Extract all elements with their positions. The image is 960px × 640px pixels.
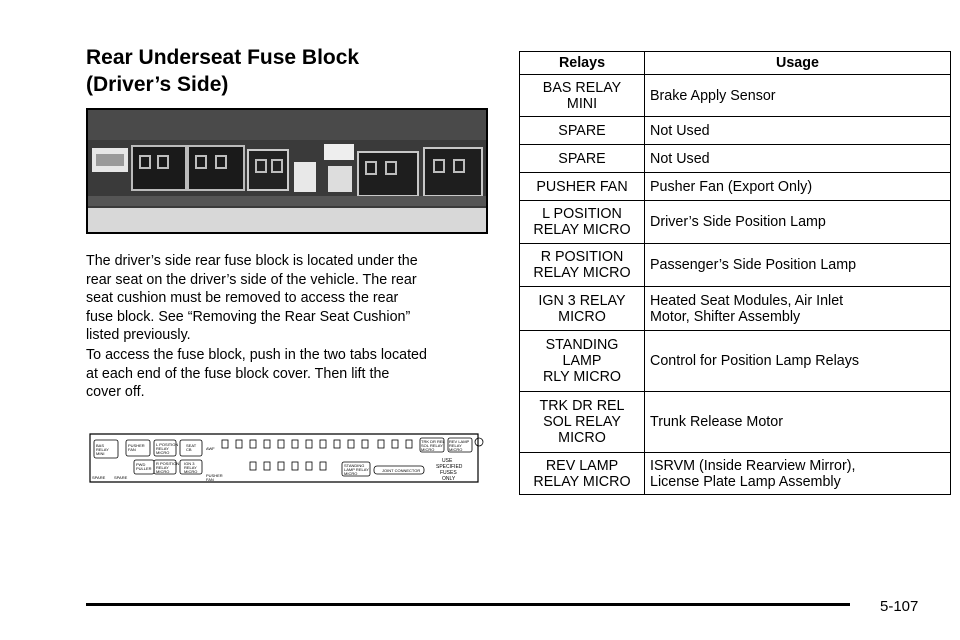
heading-line-1: Rear Underseat Fuse Block	[86, 46, 360, 69]
usage-line: Heated Seat Modules, Air Inlet	[650, 292, 844, 309]
svg-text:STANDING: STANDING	[344, 463, 365, 468]
svg-text:SPARE: SPARE	[114, 475, 128, 480]
usage-cell: Trunk Release Motor	[645, 392, 951, 453]
relays-table	[519, 51, 951, 495]
svg-text:RELAY: RELAY	[449, 443, 462, 448]
relay-line: IGN 3 RELAY	[538, 292, 626, 309]
table-row	[520, 331, 951, 392]
usage-cell: Control for Position Lamp Relays	[645, 331, 951, 392]
usage-cell	[645, 453, 951, 495]
relay-cell	[520, 392, 645, 453]
heading-line-2: (Driver’s Side)	[86, 73, 229, 96]
svg-text:FAN: FAN	[128, 447, 136, 452]
usage-cell	[645, 287, 951, 331]
paragraph-line: To access the fuse block, push in the two tabs located	[86, 347, 427, 363]
relay-line: LAMP	[562, 353, 602, 369]
column-header-usage: Usage	[645, 52, 951, 75]
svg-text:MICRO: MICRO	[449, 447, 463, 452]
svg-text:R POSITION: R POSITION	[156, 461, 180, 466]
svg-text:FUSES: FUSES	[440, 470, 457, 476]
svg-text:RELAY: RELAY	[184, 465, 197, 470]
relay-line: STANDING	[545, 337, 619, 353]
svg-text:MICRO: MICRO	[156, 450, 170, 455]
svg-text:RELAY: RELAY	[156, 446, 169, 451]
paragraph-line: listed previously.	[86, 327, 191, 344]
svg-text:RELAY: RELAY	[156, 465, 169, 470]
fuse-block-photo	[86, 108, 488, 234]
svg-text:SPECIFIED: SPECIFIED	[436, 464, 463, 470]
relay-line: BAS RELAY	[542, 79, 622, 96]
svg-text:PULLER: PULLER	[136, 466, 152, 471]
relay-line: RELAY MICRO	[533, 473, 631, 490]
table-row	[520, 287, 951, 331]
relay-line: RLY MICRO	[542, 369, 622, 385]
relay-line: RELAY MICRO	[533, 222, 631, 238]
svg-text:CB: CB	[186, 447, 192, 452]
relay-cell	[520, 287, 645, 331]
svg-text:L POSITION: L POSITION	[156, 442, 179, 447]
table-row	[520, 117, 951, 145]
usage-cell: Not Used	[645, 117, 951, 145]
svg-text:PUSHER: PUSHER	[206, 473, 223, 478]
table-row	[520, 75, 951, 117]
table-row	[520, 453, 951, 495]
paragraph-line: rear seat on the driver’s side of the vehicle. The rear	[86, 271, 417, 288]
usage-cell: Pusher Fan (Export Only)	[645, 173, 951, 201]
svg-text:ONLY: ONLY	[442, 476, 456, 482]
usage-cell: Brake Apply Sensor	[645, 75, 951, 117]
paragraph-line: cover off.	[86, 384, 145, 401]
svg-text:USE: USE	[442, 458, 453, 464]
paragraph-line: seat cushion must be removed to access the rear	[86, 290, 399, 307]
relay-cell	[520, 75, 645, 117]
svg-text:SEAT: SEAT	[186, 443, 197, 448]
svg-text:SOL RELAY: SOL RELAY	[421, 443, 443, 448]
svg-text:AWF: AWF	[206, 446, 215, 451]
usage-line: Motor, Shifter Assembly	[650, 308, 801, 325]
usage-cell: Not Used	[645, 145, 951, 173]
relay-line: MICRO	[558, 308, 606, 325]
column-header-relays: Relays	[520, 52, 645, 75]
relay-cell: SPARE	[520, 145, 645, 173]
svg-text:FAN: FAN	[206, 477, 214, 482]
table-row	[520, 201, 951, 244]
svg-text:MICRO: MICRO	[156, 469, 170, 474]
usage-line: License Plate Lamp Assembly	[650, 473, 841, 490]
svg-text:MICRO: MICRO	[344, 471, 358, 476]
fuse-block-diagram	[88, 428, 488, 492]
svg-text:LAMP RELAY: LAMP RELAY	[344, 467, 369, 472]
usage-line: ISRVM (Inside Rearview Mirror),	[650, 457, 856, 474]
relay-cell: SPARE	[520, 117, 645, 145]
svg-text:MICRO: MICRO	[184, 469, 198, 474]
svg-text:SPARE: SPARE	[92, 475, 106, 480]
relay-cell	[520, 453, 645, 495]
svg-text:REV LAMP: REV LAMP	[449, 439, 470, 444]
svg-text:MICRO: MICRO	[421, 447, 435, 452]
relay-line: MICRO	[558, 430, 606, 446]
relay-line: R POSITION	[540, 249, 624, 265]
relay-cell	[520, 331, 645, 392]
table-row	[520, 173, 951, 201]
svg-text:RELAY: RELAY	[96, 447, 109, 452]
paragraph-location	[86, 252, 496, 345]
usage-cell: Passenger’s Side Position Lamp	[645, 244, 951, 287]
relay-line: RELAY MICRO	[533, 265, 631, 281]
table-header-row	[520, 52, 951, 75]
relay-line: MINI	[566, 95, 598, 112]
usage-cell: Driver’s Side Position Lamp	[645, 201, 951, 244]
svg-text:PUSHER: PUSHER	[128, 443, 145, 448]
relay-cell	[520, 244, 645, 287]
svg-text:PWD: PWD	[136, 462, 146, 467]
table-row	[520, 392, 951, 453]
svg-text:IGN 3: IGN 3	[184, 461, 195, 466]
paragraph-access	[86, 346, 496, 402]
table-row	[520, 145, 951, 173]
section-heading	[86, 44, 359, 98]
paragraph-line: fuse block. See “Removing the Rear Seat Cushion”	[86, 308, 411, 325]
relay-line: TRK DR REL	[539, 398, 625, 414]
svg-text:BAS: BAS	[96, 443, 105, 448]
relay-cell: PUSHER FAN	[520, 173, 645, 201]
relay-line: L POSITION	[542, 206, 622, 222]
page-number: 5-107	[880, 598, 919, 615]
relay-line: SOL RELAY	[543, 414, 621, 430]
svg-text:MINI: MINI	[96, 451, 105, 456]
relay-cell	[520, 201, 645, 244]
footer-rule	[86, 603, 850, 606]
table-row	[520, 244, 951, 287]
paragraph-line: The driver’s side rear fuse block is located under the	[86, 253, 418, 269]
paragraph-line: at each end of the fuse block cover. Then lift the	[86, 365, 390, 382]
svg-text:TRK DR REL: TRK DR REL	[421, 439, 445, 444]
svg-text:JOINT CONNECTOR: JOINT CONNECTOR	[382, 468, 421, 473]
relay-line: REV LAMP	[545, 457, 619, 474]
